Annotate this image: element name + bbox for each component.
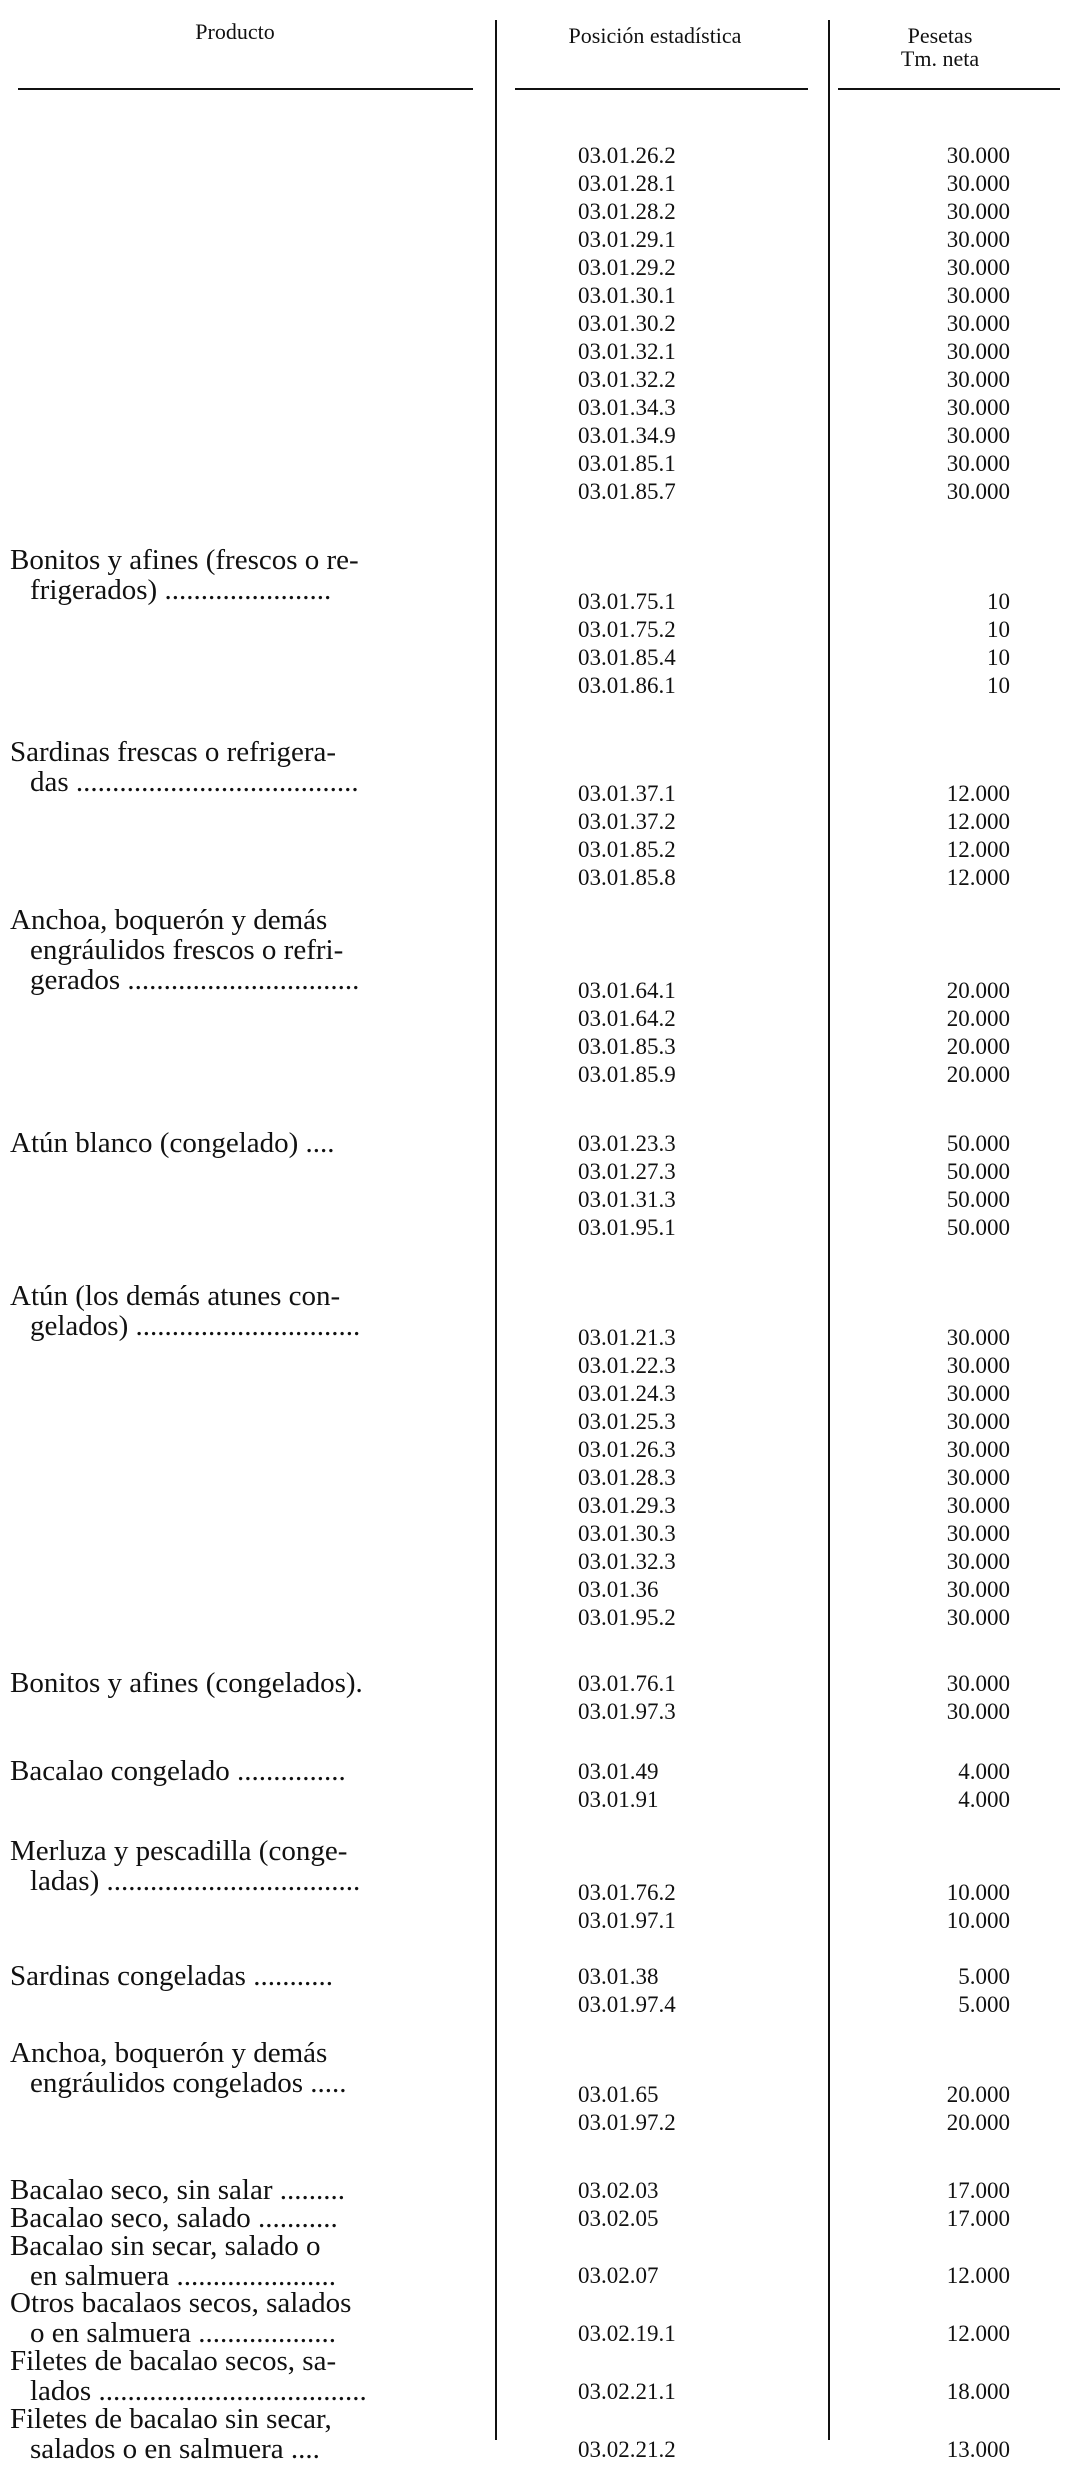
posicion-estadistica-cell: 03.01.34.3 [578,395,676,420]
posicion-estadistica-cell: 03.01.37.2 [578,809,676,834]
pesetas-cell: 10.000 [946,1880,1010,1905]
posicion-estadistica-cell: 03.01.76.2 [578,1880,676,1905]
posicion-estadistica-cell: 03.01.75.2 [578,617,676,642]
posicion-estadistica-cell: 03.01.29.1 [578,227,676,252]
pesetas-cell: 30.000 [946,1605,1010,1630]
posicion-estadistica-cell: 03.01.31.3 [578,1187,676,1212]
header-pesetas-line1: Pesetas [907,23,973,48]
producto-label: salados o en salmuera .... [30,2433,320,2465]
posicion-estadistica-cell: 03.02.21.1 [578,2379,676,2404]
posicion-estadistica-cell: 03.02.03 [578,2178,659,2203]
posicion-estadistica-cell: 03.01.97.4 [578,1992,676,2017]
pesetas-cell: 20.000 [946,1034,1010,1059]
posicion-estadistica-cell: 03.01.95.2 [578,1605,676,1630]
posicion-estadistica-cell: 03.01.21.3 [578,1325,676,1350]
posicion-estadistica-cell: 03.01.28.2 [578,199,676,224]
posicion-estadistica-cell: 03.01.85.2 [578,837,676,862]
posicion-estadistica-cell: 03.01.85.4 [578,645,676,670]
pesetas-cell: 12.000 [946,837,1010,862]
posicion-estadistica-cell: 03.01.85.9 [578,1062,676,1087]
pesetas-cell: 30.000 [946,1437,1010,1462]
pesetas-cell: 30.000 [946,1381,1010,1406]
posicion-estadistica-cell: 03.01.97.3 [578,1699,676,1724]
header-rule-producto [18,88,473,90]
pesetas-cell: 30.000 [946,311,1010,336]
posicion-estadistica-cell: 03.01.85.1 [578,451,676,476]
posicion-estadistica-cell: 03.01.85.3 [578,1034,676,1059]
pesetas-cell: 10 [987,589,1010,614]
pesetas-cell: 10 [987,673,1010,698]
producto-label: das ....................................... [30,766,359,798]
producto-label: Atún (los demás atunes con- [10,1280,341,1312]
pesetas-cell: 30.000 [946,143,1010,168]
posicion-estadistica-cell: 03.02.19.1 [578,2321,676,2346]
posicion-estadistica-cell: 03.01.29.2 [578,255,676,280]
posicion-estadistica-cell: 03.01.24.3 [578,1381,676,1406]
producto-label: Otros bacalaos secos, salados [10,2287,352,2319]
pesetas-cell: 30.000 [946,423,1010,448]
posicion-estadistica-cell: 03.01.85.8 [578,865,676,890]
posicion-estadistica-cell: 03.01.30.2 [578,311,676,336]
pesetas-cell: 4.000 [958,1787,1010,1812]
pesetas-cell: 17.000 [946,2206,1010,2231]
producto-label: Bacalao seco, sin salar ......... [10,2174,346,2206]
producto-label: Merluza y pescadilla (conge- [10,1835,348,1867]
producto-label: Filetes de bacalao secos, sa- [10,2345,337,2377]
pesetas-cell: 12.000 [946,2321,1010,2346]
posicion-estadistica-cell: 03.02.05 [578,2206,659,2231]
posicion-estadistica-cell: 03.01.30.1 [578,283,676,308]
posicion-estadistica-cell: 03.01.38 [578,1964,659,1989]
producto-label: Bacalao congelado ............... [10,1755,346,1787]
pesetas-cell: 30.000 [946,283,1010,308]
pesetas-cell: 30.000 [946,479,1010,504]
pesetas-cell: 5.000 [958,1992,1010,2017]
pesetas-cell: 10.000 [946,1908,1010,1933]
posicion-estadistica-cell: 03.01.29.3 [578,1493,676,1518]
posicion-estadistica-cell: 03.01.95.1 [578,1215,676,1240]
producto-label: gerados ................................ [30,964,360,996]
posicion-estadistica-cell: 03.01.30.3 [578,1521,676,1546]
posicion-estadistica-cell: 03.01.34.9 [578,423,676,448]
posicion-estadistica-cell: 03.01.36 [578,1577,659,1602]
pesetas-cell: 30.000 [946,1353,1010,1378]
posicion-estadistica-cell: 03.01.91 [578,1787,659,1812]
column-divider-2 [828,20,830,2440]
posicion-estadistica-cell: 03.01.28.3 [578,1465,676,1490]
producto-label: Sardinas frescas o refrigera- [10,736,337,768]
pesetas-cell: 10 [987,617,1010,642]
posicion-estadistica-cell: 03.01.32.2 [578,367,676,392]
pesetas-cell: 4.000 [958,1759,1010,1784]
producto-label: lados ..................................... [30,2375,367,2407]
producto-label: gelados) ............................... [30,1310,361,1342]
pesetas-cell: 20.000 [946,1006,1010,1031]
pesetas-cell: 30.000 [946,1325,1010,1350]
producto-label: frigerados) ....................... [30,574,332,606]
pesetas-cell: 13.000 [946,2437,1010,2462]
pesetas-cell: 30.000 [946,1699,1010,1724]
producto-label: o en salmuera ................... [30,2317,337,2349]
pesetas-cell: 30.000 [946,367,1010,392]
pesetas-cell: 5.000 [958,1964,1010,1989]
producto-label: Bonitos y afines (frescos o re- [10,544,359,576]
producto-label: en salmuera ...................... [30,2260,337,2292]
posicion-estadistica-cell: 03.01.97.2 [578,2110,676,2135]
pesetas-cell: 50.000 [946,1159,1010,1184]
pesetas-cell: 30.000 [946,255,1010,280]
posicion-estadistica-cell: 03.01.26.2 [578,143,676,168]
header-rule-pesetas [838,88,1060,90]
pesetas-cell: 30.000 [946,339,1010,364]
posicion-estadistica-cell: 03.01.32.3 [578,1549,676,1574]
pesetas-cell: 20.000 [946,2082,1010,2107]
posicion-estadistica-cell: 03.01.64.2 [578,1006,676,1031]
pesetas-cell: 20.000 [946,1062,1010,1087]
pesetas-cell: 30.000 [946,1409,1010,1434]
header-rule-posicion [515,88,808,90]
pesetas-cell: 50.000 [946,1187,1010,1212]
pesetas-cell: 20.000 [946,2110,1010,2135]
producto-label: Atún blanco (congelado) .... [10,1127,335,1159]
pesetas-cell: 12.000 [946,809,1010,834]
header-pesetas [840,24,1040,70]
pesetas-cell: 30.000 [946,1549,1010,1574]
posicion-estadistica-cell: 03.01.25.3 [578,1409,676,1434]
pesetas-cell: 30.000 [946,1577,1010,1602]
posicion-estadistica-cell: 03.01.86.1 [578,673,676,698]
pesetas-cell: 12.000 [946,865,1010,890]
pesetas-cell: 30.000 [946,1493,1010,1518]
pesetas-cell: 30.000 [946,171,1010,196]
producto-label: Anchoa, boquerón y demás [10,904,328,936]
pesetas-cell: 18.000 [946,2379,1010,2404]
producto-label: Anchoa, boquerón y demás [10,2037,328,2069]
pesetas-cell: 20.000 [946,978,1010,1003]
producto-label: Bacalao sin secar, salado o [10,2230,321,2262]
producto-label: Filetes de bacalao sin secar, [10,2403,332,2435]
posicion-estadistica-cell: 03.01.97.1 [578,1908,676,1933]
pesetas-cell: 50.000 [946,1215,1010,1240]
column-divider-1 [495,20,497,2440]
producto-label: Bacalao seco, salado ........... [10,2202,338,2234]
posicion-estadistica-cell: 03.01.37.1 [578,781,676,806]
posicion-estadistica-cell: 03.02.07 [578,2263,659,2288]
producto-label: Sardinas congeladas ........... [10,1960,333,1992]
header-posicion-estadistica: Posición estadística [568,23,742,48]
producto-label: engráulidos frescos o refri- [30,934,344,966]
posicion-estadistica-cell: 03.01.76.1 [578,1671,676,1696]
posicion-estadistica-cell: 03.01.85.7 [578,479,676,504]
pesetas-cell: 30.000 [946,1671,1010,1696]
header-producto: Producto [195,19,275,44]
pesetas-cell: 30.000 [946,199,1010,224]
pesetas-cell: 12.000 [946,781,1010,806]
posicion-estadistica-cell: 03.01.27.3 [578,1159,676,1184]
producto-label: engráulidos congelados ..... [30,2067,347,2099]
posicion-estadistica-cell: 03.01.22.3 [578,1353,676,1378]
posicion-estadistica-cell: 03.01.32.1 [578,339,676,364]
pesetas-cell: 50.000 [946,1131,1010,1156]
pesetas-cell: 17.000 [946,2178,1010,2203]
pesetas-cell: 30.000 [946,451,1010,476]
posicion-estadistica-cell: 03.01.64.1 [578,978,676,1003]
posicion-estadistica-cell: 03.01.23.3 [578,1131,676,1156]
posicion-estadistica-cell: 03.02.21.2 [578,2437,676,2462]
pesetas-cell: 30.000 [946,1465,1010,1490]
producto-label: Bonitos y afines (congelados). [10,1667,363,1699]
header-pesetas-line2: Tm. neta [900,46,980,71]
posicion-estadistica-cell: 03.01.49 [578,1759,659,1784]
pesetas-cell: 30.000 [946,1521,1010,1546]
pesetas-cell: 10 [987,645,1010,670]
producto-label: ladas) ................................... [30,1865,361,1897]
posicion-estadistica-cell: 03.01.26.3 [578,1437,676,1462]
posicion-estadistica-cell: 03.01.75.1 [578,589,676,614]
pesetas-cell: 12.000 [946,2263,1010,2288]
pesetas-cell: 30.000 [946,395,1010,420]
pesetas-cell: 30.000 [946,227,1010,252]
posicion-estadistica-cell: 03.01.65 [578,2082,659,2107]
posicion-estadistica-cell: 03.01.28.1 [578,171,676,196]
